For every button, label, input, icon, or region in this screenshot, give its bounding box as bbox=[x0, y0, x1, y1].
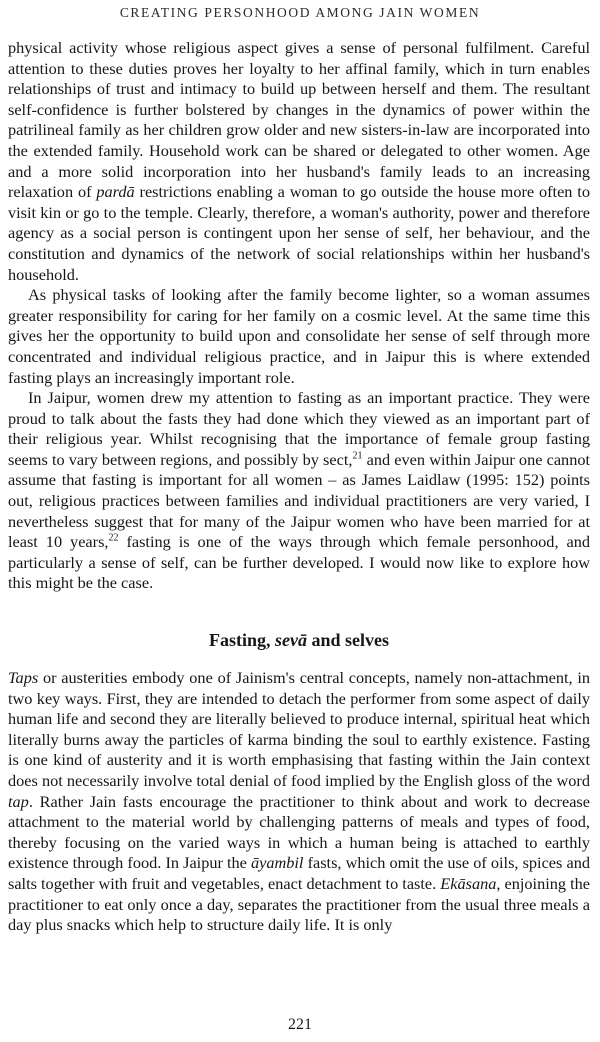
section-heading: Fasting, sevā and selves bbox=[208, 630, 389, 651]
footnote-ref-22[interactable]: 22 bbox=[108, 532, 119, 544]
footnote-ref-21[interactable]: 21 bbox=[352, 450, 363, 462]
paragraph-4: Taps or austerities embody one of Jainism's central concepts, namely non-attachment, in two key ways. First, they are intended to detach the performer from some aspect of daily human life and second they are literally believed to produce internal, spiritual heat which literally burns away the particles of karma binding the soul to earthly existence. Fasting is one kind of austerity and it is worth emphasising that fasting within the Jain context does not necessarily involve total denial of food implied by the English gloss of the word tap. Rather Jain fasts encourage the practitioner to think about and work to decrease attachment to the material world by challenging patterns of meals and types of food, thereby focusing on the varied ways in which a human being is attached to earthly existence through food. In Jaipur the āyambil fasts, which omit the use of oils, spices and salts together with fruit and vegetables, enact detachment to taste. Ekāsana, enjoining the practitioner to eat only once a day, separates the practitioner from the usual three meals a day plus snacks which help to structure daily life. It is only bbox=[8, 668, 590, 935]
running-header: CREATING PERSONHOOD AMONG JAIN WOMEN bbox=[119, 5, 481, 20]
paragraph-1: physical activity whose religious aspect gives a sense of personal fulfilment. Careful attention to these duties proves her loyalty to her affinal family, which in turn enables relationships of trust and intimacy to build up between herself and them. The resultant self-confidence is further bolstered by changes in the dynamics of power within the patrilineal family as her children grow older and new sisters-in-law are incorporated into the extended family. Household work can be shared or delegated to other women. Age and a more solid incorporation into her husband's family leads to an increasing relaxation of pardā restrictions enabling a woman to go outside the house more often to visit kin or go to the temple. Clearly, therefore, a woman's authority, power and therefore agency as a social person is contingent upon her sense of self, her behaviour, and the constitution and dynamics of the network of social relationships within her husband's household. bbox=[8, 38, 590, 284]
body-text bbox=[8, 38, 590, 936]
paragraph-2: As physical tasks of looking after the family become lighter, so a woman assumes greater responsibility for caring for her family on a cosmic level. At the same time this gives her the opportunity to build upon and consolidate her sense of self through more concentrated and individual religious practice, and in Jaipur this is where extended fasting plays an increasingly important role. bbox=[8, 285, 590, 387]
paragraph-3: In Jaipur, women drew my attention to fasting as an important practice. They were proud to talk about the fasts they had done which they viewed as an important part of their religious year. Whilst recognising that the importance of female group fasting seems to vary between regions, and possibly by sect,$^{21}$ and even within Jaipur one cannot assume that fasting is important for all women – as James Laidlaw (1995: 152) points out, religious practices between families and individual practitioners are very varied, I nevertheless suggest that for many of the Jaipur women who have been married for at least 10 years,$^{22}$ fasting is one of the ways through which female personhood, and particularly a sense of self, can be further developed. I would now like to explore how this might be the case. bbox=[8, 388, 590, 593]
page-number: 221 bbox=[288, 1016, 312, 1033]
